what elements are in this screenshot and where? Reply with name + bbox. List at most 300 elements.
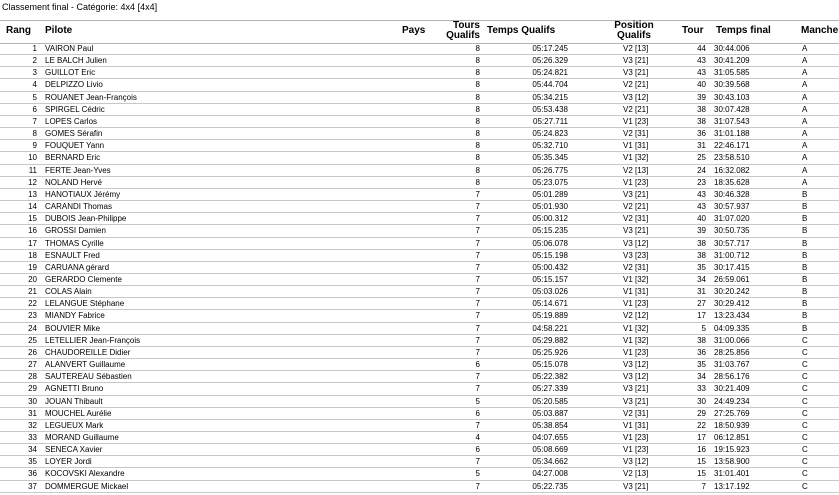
- qualif-time-cell: 05:15.157: [532, 274, 568, 284]
- final-time-cell: 30:21.409: [714, 384, 750, 394]
- qualif-laps-cell: 7: [475, 323, 480, 333]
- heat-cell: C: [802, 481, 808, 491]
- laps-cell: 30: [697, 396, 706, 406]
- qualif-time-cell: 05:15.198: [532, 250, 568, 260]
- pilot-name-cell: LE BALCH Julien: [45, 56, 107, 66]
- qualif-time-cell: 05:34.215: [532, 92, 568, 102]
- rank-cell: 36: [28, 469, 37, 479]
- qualif-position-cell: V2 [31]: [623, 214, 649, 224]
- final-time-cell: 26:59.061: [714, 274, 750, 284]
- table-row: [0, 383, 839, 395]
- rank-cell: 17: [28, 238, 37, 248]
- heat-cell: B: [802, 189, 808, 199]
- rank-cell: 34: [28, 445, 37, 455]
- laps-cell: 39: [697, 226, 706, 236]
- table-row: [0, 286, 839, 298]
- qualif-time-cell: 05:00.432: [532, 262, 568, 272]
- rank-cell: 15: [28, 214, 37, 224]
- table-header: [0, 20, 839, 44]
- heat-cell: B: [802, 226, 808, 236]
- pilot-name-cell: GERARDO Clemente: [45, 274, 122, 284]
- rank-cell: 16: [28, 226, 37, 236]
- table-row: [0, 408, 839, 420]
- rank-cell: 12: [28, 177, 37, 187]
- header-pilote: Pilote: [45, 25, 73, 36]
- pilot-name-cell: DUBOIS Jean-Philippe: [45, 214, 127, 224]
- laps-cell: 33: [697, 384, 706, 394]
- qualif-position-cell: V2 [31]: [623, 129, 649, 139]
- laps-cell: 36: [697, 347, 706, 357]
- qualif-position-cell: V3 [21]: [623, 68, 649, 78]
- heat-cell: A: [802, 92, 808, 102]
- qualif-laps-cell: 8: [475, 165, 480, 175]
- qualif-laps-cell: 7: [475, 384, 480, 394]
- qualif-position-cell: V2 [13]: [623, 165, 649, 175]
- pilot-name-cell: SAUTEREAU Sébastien: [45, 372, 132, 382]
- rank-cell: 2: [32, 56, 37, 66]
- qualif-laps-cell: 8: [475, 56, 480, 66]
- qualif-laps-cell: 8: [475, 80, 480, 90]
- qualif-laps-cell: 8: [475, 68, 480, 78]
- final-time-cell: 23:58.510: [714, 153, 750, 163]
- qualif-laps-cell: 7: [475, 262, 480, 272]
- table-row: [0, 323, 839, 335]
- qualif-position-cell: V1 [31]: [623, 287, 649, 297]
- heat-cell: B: [802, 214, 808, 224]
- qualif-laps-cell: 7: [475, 372, 480, 382]
- pilot-name-cell: HANOTIAUX Jérémy: [45, 189, 121, 199]
- final-time-cell: 30:44.006: [714, 44, 750, 53]
- qualif-time-cell: 05:19.889: [532, 311, 568, 321]
- qualif-position-cell: V1 [23]: [623, 347, 649, 357]
- qualif-laps-cell: 7: [475, 299, 480, 309]
- final-time-cell: 30:43.103: [714, 92, 750, 102]
- pilot-name-cell: FOUQUET Yann: [45, 141, 105, 151]
- heat-cell: C: [802, 335, 808, 345]
- final-time-cell: 31:01.401: [714, 469, 750, 479]
- heat-cell: B: [802, 299, 808, 309]
- pilot-name-cell: SPIRGEL Cédric: [45, 104, 105, 114]
- qualif-position-cell: V2 [21]: [623, 202, 649, 212]
- rank-cell: 11: [28, 165, 37, 175]
- table-row: [0, 152, 839, 164]
- table-row: [0, 213, 839, 225]
- qualif-time-cell: 05:01.930: [532, 202, 568, 212]
- laps-cell: 34: [697, 372, 706, 382]
- laps-cell: 36: [697, 129, 706, 139]
- header-tour: Tour: [682, 25, 704, 36]
- table-row: [0, 310, 839, 322]
- qualif-time-cell: 05:26.775: [532, 165, 568, 175]
- laps-cell: 17: [697, 311, 706, 321]
- pilot-name-cell: CARUANA gérard: [45, 262, 110, 272]
- qualif-time-cell: 05:20.585: [532, 396, 568, 406]
- qualif-laps-cell: 7: [475, 226, 480, 236]
- heat-cell: C: [802, 347, 808, 357]
- qualif-laps-cell: 7: [475, 481, 480, 491]
- qualif-position-cell: V1 [23]: [623, 433, 649, 442]
- laps-cell: 40: [697, 214, 706, 224]
- table-row: [0, 420, 839, 432]
- final-time-cell: 04:09.335: [714, 323, 750, 333]
- qualif-position-cell: V3 [23]: [623, 250, 649, 260]
- final-time-cell: 31:01.188: [714, 129, 750, 139]
- qualif-time-cell: 05:00.312: [532, 214, 568, 224]
- qualif-position-cell: V3 [21]: [623, 396, 649, 406]
- heat-cell: A: [802, 165, 808, 175]
- final-time-cell: 16:32.082: [714, 165, 750, 175]
- table-row: [0, 347, 839, 359]
- qualif-laps-cell: 8: [475, 153, 480, 163]
- laps-cell: 7: [701, 481, 706, 491]
- heat-cell: C: [802, 396, 808, 406]
- header-pays: Pays: [402, 25, 426, 36]
- qualif-position-cell: V1 [32]: [623, 335, 649, 345]
- qualif-position-cell: V3 [12]: [623, 238, 649, 248]
- qualif-time-cell: 05:34.662: [532, 457, 568, 467]
- heat-cell: B: [802, 202, 808, 212]
- heat-cell: A: [802, 129, 808, 139]
- table-row: [0, 371, 839, 383]
- header-position-qualifs: [610, 21, 658, 41]
- rank-cell: 9: [32, 141, 37, 151]
- final-time-cell: 30:57.937: [714, 202, 750, 212]
- qualif-time-cell: 05:26.329: [532, 56, 568, 66]
- final-time-cell: 30:46.328: [714, 189, 750, 199]
- table-row: [0, 67, 839, 79]
- qualif-time-cell: 05:27.711: [533, 116, 568, 126]
- qualif-time-cell: 05:44.704: [532, 80, 568, 90]
- final-time-cell: 30:29.412: [714, 299, 750, 309]
- heat-cell: A: [802, 153, 808, 163]
- rank-cell: 4: [32, 80, 37, 90]
- table-row: [0, 468, 839, 480]
- pilot-name-cell: AGNETTI Bruno: [45, 384, 104, 394]
- qualif-position-cell: V2 [13]: [623, 469, 649, 479]
- table-row: [0, 177, 839, 189]
- rank-cell: 33: [28, 433, 37, 442]
- table-row: [0, 481, 839, 493]
- heat-cell: B: [802, 250, 808, 260]
- header-manche: Manche: [801, 25, 839, 36]
- laps-cell: 38: [697, 104, 706, 114]
- qualif-position-cell: V3 [12]: [623, 92, 649, 102]
- rank-cell: 27: [28, 360, 37, 370]
- final-time-cell: 28:56.176: [714, 372, 750, 382]
- pilot-name-cell: DELPIZZO Livio: [45, 80, 103, 90]
- laps-cell: 17: [697, 433, 706, 442]
- qualif-position-cell: V2 [21]: [623, 80, 649, 90]
- qualif-position-cell: V3 [12]: [623, 372, 649, 382]
- rank-cell: 13: [28, 189, 37, 199]
- heat-cell: C: [802, 457, 808, 467]
- table-row: [0, 456, 839, 468]
- table-row: [0, 201, 839, 213]
- qualif-position-cell: V3 [21]: [623, 226, 649, 236]
- final-time-cell: 30:20.242: [714, 287, 750, 297]
- table-row: [0, 274, 839, 286]
- qualif-position-cell: V1 [23]: [623, 177, 649, 187]
- heat-cell: B: [802, 311, 808, 321]
- qualif-time-cell: 04:07.655: [532, 433, 568, 442]
- header-tours-line1: Tours: [452, 20, 480, 31]
- qualif-time-cell: 05:15.235: [532, 226, 568, 236]
- pilot-name-cell: JOUAN Thibault: [45, 396, 103, 406]
- rank-cell: 23: [28, 311, 37, 321]
- table-row: [0, 43, 839, 55]
- pilot-name-cell: CHAUDOREILLE Didier: [45, 347, 131, 357]
- qualif-position-cell: V1 [23]: [623, 299, 649, 309]
- laps-cell: 35: [697, 262, 706, 272]
- qualif-time-cell: 04:58.221: [532, 323, 568, 333]
- final-time-cell: 28:25.856: [714, 347, 750, 357]
- laps-cell: 16: [697, 445, 706, 455]
- table-row: [0, 250, 839, 262]
- laps-cell: 5: [701, 323, 706, 333]
- table-row: [0, 335, 839, 347]
- qualif-position-cell: V3 [12]: [623, 457, 649, 467]
- rank-cell: 18: [28, 250, 37, 260]
- qualif-laps-cell: 7: [475, 457, 480, 467]
- laps-cell: 44: [697, 44, 706, 53]
- laps-cell: 34: [697, 274, 706, 284]
- qualif-position-cell: V3 [12]: [623, 360, 649, 370]
- qualif-time-cell: 05:27.339: [532, 384, 568, 394]
- qualif-laps-cell: 8: [475, 141, 480, 151]
- table-row: [0, 359, 839, 371]
- qualif-laps-cell: 8: [475, 129, 480, 139]
- pilot-name-cell: LELANGUE Stéphane: [45, 299, 125, 309]
- final-time-cell: 30:39.568: [714, 80, 750, 90]
- rank-cell: 22: [28, 299, 37, 309]
- laps-cell: 15: [697, 457, 706, 467]
- laps-cell: 38: [697, 238, 706, 248]
- rank-cell: 14: [28, 202, 37, 212]
- qualif-position-cell: V1 [32]: [623, 153, 649, 163]
- qualif-position-cell: V1 [32]: [623, 323, 649, 333]
- qualif-position-cell: V1 [31]: [623, 141, 649, 151]
- table-row: [0, 104, 839, 116]
- qualif-laps-cell: 8: [475, 44, 480, 53]
- pilot-name-cell: THOMAS Cyrille: [45, 238, 104, 248]
- pilot-name-cell: LOPES Carlos: [45, 116, 98, 126]
- final-time-cell: 30:57.717: [714, 238, 750, 248]
- laps-cell: 31: [697, 141, 706, 151]
- rank-cell: 6: [32, 104, 37, 114]
- qualif-time-cell: 05:25.926: [532, 347, 568, 357]
- qualif-position-cell: V2 [12]: [623, 311, 649, 321]
- header-tours-qualifs: [446, 21, 480, 41]
- heat-cell: A: [802, 177, 808, 187]
- qualif-time-cell: 05:24.821: [532, 68, 568, 78]
- header-temps-final: Temps final: [716, 25, 771, 36]
- pilot-name-cell: ALANVERT Guillaume: [45, 360, 126, 370]
- rank-cell: 29: [28, 384, 37, 394]
- pilot-name-cell: NOLAND Hervé: [45, 177, 102, 187]
- table-row: [0, 225, 839, 237]
- table-row: [0, 116, 839, 128]
- qualif-time-cell: 05:38.854: [532, 420, 568, 430]
- rank-cell: 3: [32, 68, 37, 78]
- heat-cell: A: [802, 56, 808, 66]
- qualif-position-cell: V2 [31]: [623, 408, 649, 418]
- table-row: [0, 79, 839, 91]
- qualif-laps-cell: 6: [475, 408, 480, 418]
- qualif-position-cell: V1 [32]: [623, 274, 649, 284]
- rank-cell: 7: [32, 116, 37, 126]
- laps-cell: 27: [697, 299, 706, 309]
- laps-cell: 38: [697, 250, 706, 260]
- rank-cell: 25: [28, 335, 37, 345]
- qualif-laps-cell: 7: [475, 311, 480, 321]
- pilot-name-cell: CARANDI Thomas: [45, 202, 112, 212]
- final-time-cell: 31:07.543: [714, 116, 750, 126]
- laps-cell: 39: [697, 92, 706, 102]
- header-position-line1: Position: [614, 20, 654, 31]
- qualif-time-cell: 04:27.008: [532, 469, 568, 479]
- heat-cell: C: [802, 469, 808, 479]
- table-row: [0, 238, 839, 250]
- qualif-time-cell: 05:32.710: [532, 141, 568, 151]
- rank-cell: 30: [28, 396, 37, 406]
- qualif-time-cell: 05:23.075: [532, 177, 568, 187]
- heat-cell: A: [802, 44, 808, 53]
- qualif-laps-cell: 7: [475, 287, 480, 297]
- rank-cell: 31: [28, 408, 37, 418]
- qualif-time-cell: 05:22.382: [532, 372, 568, 382]
- qualif-laps-cell: 7: [475, 250, 480, 260]
- heat-cell: A: [802, 68, 808, 78]
- qualif-time-cell: 05:03.026: [532, 287, 568, 297]
- qualif-time-cell: 05:35.345: [532, 153, 568, 163]
- rank-cell: 32: [28, 420, 37, 430]
- qualif-position-cell: V2 [31]: [623, 262, 649, 272]
- qualif-time-cell: 05:15.078: [532, 360, 568, 370]
- final-time-cell: 13:58.900: [714, 457, 750, 467]
- heat-cell: A: [802, 104, 808, 114]
- table-row: [0, 396, 839, 408]
- laps-cell: 31: [697, 287, 706, 297]
- laps-cell: 43: [697, 56, 706, 66]
- final-time-cell: 31:03.767: [714, 360, 750, 370]
- pilot-name-cell: LETELLIER Jean-François: [45, 335, 141, 345]
- rank-cell: 8: [32, 129, 37, 139]
- laps-cell: 24: [697, 165, 706, 175]
- qualif-position-cell: V3 [21]: [623, 189, 649, 199]
- qualif-time-cell: 05:24.823: [532, 129, 568, 139]
- heat-cell: A: [802, 80, 808, 90]
- pilot-name-cell: ROUANET Jean-François: [45, 92, 137, 102]
- qualif-position-cell: V3 [21]: [623, 56, 649, 66]
- final-time-cell: 31:00.712: [714, 250, 750, 260]
- final-time-cell: 31:00.066: [714, 335, 750, 345]
- qualif-position-cell: V2 [21]: [623, 104, 649, 114]
- final-time-cell: 30:41.209: [714, 56, 750, 66]
- laps-cell: 29: [697, 408, 706, 418]
- rank-cell: 1: [32, 44, 37, 53]
- table-row: [0, 189, 839, 201]
- rank-cell: 35: [28, 457, 37, 467]
- heat-cell: C: [802, 360, 808, 370]
- final-time-cell: 30:50.735: [714, 226, 750, 236]
- pilot-name-cell: MORAND Guillaume: [45, 433, 119, 442]
- final-time-cell: 22:46.171: [714, 141, 750, 151]
- header-tours-line2: Qualifs: [446, 30, 480, 41]
- heat-cell: B: [802, 287, 808, 297]
- pilot-name-cell: DOMMERGUE Mickael: [45, 481, 129, 491]
- final-time-cell: 13:17.192: [714, 481, 750, 491]
- qualif-time-cell: 05:14.671: [532, 299, 568, 309]
- pilot-name-cell: VAIRON Paul: [45, 44, 94, 53]
- table-row: [0, 165, 839, 177]
- laps-cell: 23: [697, 177, 706, 187]
- rank-cell: 20: [28, 274, 37, 284]
- pilot-name-cell: SENECA Xavier: [45, 445, 103, 455]
- qualif-position-cell: V2 [13]: [623, 44, 649, 53]
- heat-cell: B: [802, 323, 808, 333]
- laps-cell: 15: [697, 469, 706, 479]
- qualif-laps-cell: 8: [475, 116, 480, 126]
- table-row: [0, 128, 839, 140]
- laps-cell: 25: [697, 153, 706, 163]
- heat-cell: C: [802, 372, 808, 382]
- rank-cell: 5: [32, 92, 37, 102]
- qualif-laps-cell: 7: [475, 214, 480, 224]
- final-time-cell: 30:07.428: [714, 104, 750, 114]
- heat-cell: B: [802, 262, 808, 272]
- qualif-time-cell: 05:06.078: [532, 238, 568, 248]
- qualif-laps-cell: 7: [475, 347, 480, 357]
- heat-cell: C: [802, 384, 808, 394]
- qualif-laps-cell: 6: [475, 360, 480, 370]
- qualif-position-cell: V1 [23]: [623, 445, 649, 455]
- qualif-time-cell: 05:08.669: [532, 445, 568, 455]
- qualif-position-cell: V1 [31]: [623, 420, 649, 430]
- qualif-time-cell: 05:03.887: [532, 408, 568, 418]
- page-caption: Classement final - Catégorie: 4x4 [4x4]: [2, 2, 158, 12]
- table-row: [0, 298, 839, 310]
- qualif-time-cell: 05:17.245: [532, 44, 568, 53]
- heat-cell: B: [802, 238, 808, 248]
- pilot-name-cell: KOCOVSKI Alexandre: [45, 469, 125, 479]
- pilot-name-cell: MIANDY Fabrice: [45, 311, 105, 321]
- pilot-name-cell: GROSSI Damien: [45, 226, 106, 236]
- header-position-line2: Qualifs: [617, 30, 651, 41]
- qualif-laps-cell: 5: [475, 469, 480, 479]
- qualif-time-cell: 05:29.882: [532, 335, 568, 345]
- table-row: [0, 55, 839, 67]
- laps-cell: 35: [697, 360, 706, 370]
- final-time-cell: 31:07.020: [714, 214, 750, 224]
- qualif-time-cell: 05:22.735: [532, 481, 568, 491]
- qualif-laps-cell: 7: [475, 238, 480, 248]
- table-row: [0, 444, 839, 456]
- qualif-laps-cell: 4: [475, 433, 480, 442]
- heat-cell: C: [802, 420, 808, 430]
- rank-cell: 37: [28, 481, 37, 491]
- qualif-laps-cell: 8: [475, 177, 480, 187]
- heat-cell: A: [802, 116, 808, 126]
- laps-cell: 22: [697, 420, 706, 430]
- laps-cell: 43: [697, 202, 706, 212]
- table-row: [0, 432, 839, 444]
- pilot-name-cell: LEGUEUX Mark: [45, 420, 104, 430]
- final-time-cell: 30:17.415: [714, 262, 750, 272]
- pilot-name-cell: ESNAULT Fred: [45, 250, 100, 260]
- table-row: [0, 92, 839, 104]
- final-time-cell: 24:49.234: [714, 396, 750, 406]
- final-time-cell: 18:35.628: [714, 177, 750, 187]
